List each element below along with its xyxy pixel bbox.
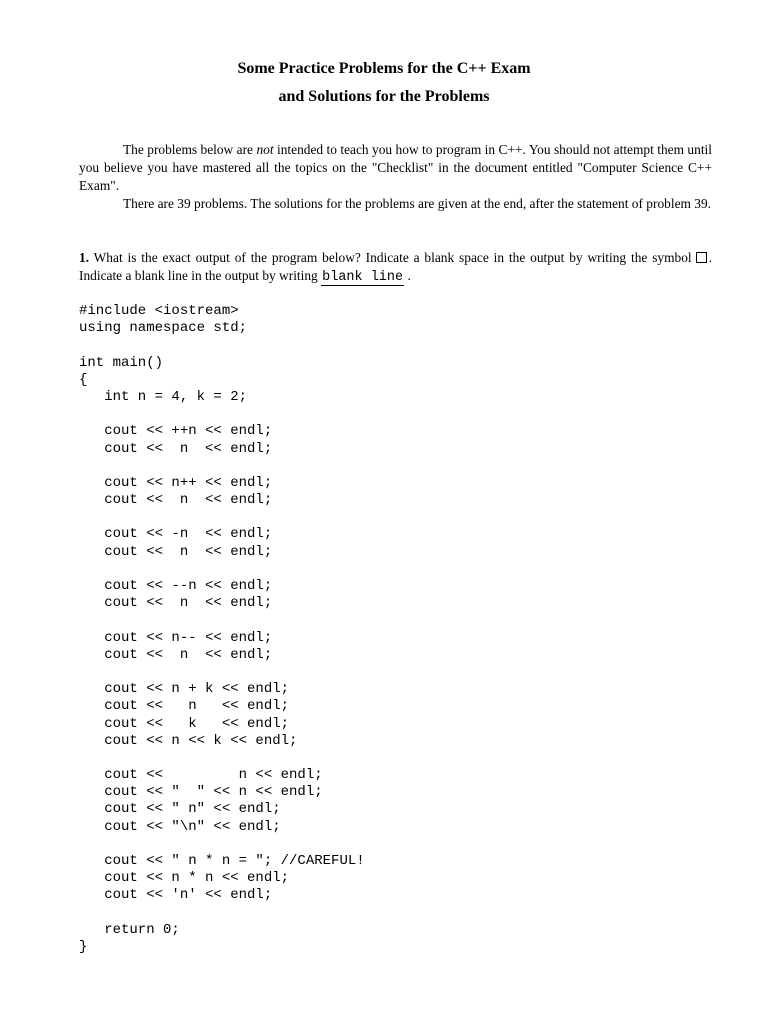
code-listing bbox=[79, 303, 365, 956]
code-line: cout << k << endl; bbox=[79, 715, 290, 732]
problem-text-c: . bbox=[404, 268, 411, 283]
code-line bbox=[79, 406, 365, 423]
code-line: cout << --n << endl; bbox=[79, 578, 273, 594]
problem-1-statement bbox=[79, 249, 712, 287]
code-line: } bbox=[79, 938, 88, 955]
code-line bbox=[79, 458, 365, 475]
code-line: cout << " n * n = "; //CAREFUL! bbox=[79, 853, 365, 869]
code-line: return 0; bbox=[79, 921, 180, 938]
problem-text-b: . Indicate a blank line in the output by writing bbox=[79, 250, 712, 283]
page-title: Some Practice Problems for the C++ Exam bbox=[237, 60, 531, 77]
code-line: cout << n++ << endl; bbox=[79, 474, 273, 491]
intro-paragraph-2: There are 39 problems. The solutions for the problems are given at the end, after the statement of problem 39. bbox=[123, 196, 712, 211]
intro-text-b: intended to teach you how to program in C++. You should not attempt them until you believe you have mastered all the topics on the "Checklist" in the document entitled "Computer Science C++ Exam". bbox=[79, 142, 712, 193]
code-line: cout << n << endl; bbox=[79, 767, 323, 784]
code-line bbox=[79, 664, 365, 681]
code-line: cout << "\n" << endl; bbox=[79, 818, 281, 835]
intro-paragraph-1 bbox=[79, 141, 712, 195]
code-line: cout << n << endl; bbox=[79, 492, 273, 509]
code-line: #include <iostream> bbox=[79, 303, 239, 319]
code-line: cout << " n" << endl; bbox=[79, 801, 281, 818]
blank-line-label: blank line bbox=[322, 270, 404, 285]
code-line: cout << n << k << endl; bbox=[79, 732, 298, 749]
code-line: cout << n-- << endl; bbox=[79, 629, 273, 646]
problem-text-a: What is the exact output of the program below? Indicate a blank space in the output by writing the symbol bbox=[89, 250, 692, 265]
code-line: cout << n << endl; bbox=[79, 698, 290, 715]
code-line: cout << 'n' << endl; bbox=[79, 887, 273, 904]
blank-space-symbol-icon bbox=[696, 252, 707, 263]
intro-text-a: The problems below are bbox=[123, 142, 257, 157]
code-line bbox=[79, 561, 365, 578]
code-line bbox=[79, 509, 365, 526]
code-line: { bbox=[79, 371, 88, 388]
code-line: int main() bbox=[79, 354, 164, 371]
code-line: cout << n << endl; bbox=[79, 646, 273, 663]
code-line: cout << n * n << endl; bbox=[79, 870, 290, 887]
code-line bbox=[79, 836, 365, 853]
code-line: cout << -n << endl; bbox=[79, 526, 273, 543]
code-line bbox=[79, 337, 365, 354]
code-line: cout << n << endl; bbox=[79, 595, 273, 612]
code-line: cout << n << endl; bbox=[79, 543, 273, 560]
code-line bbox=[79, 905, 365, 922]
code-line: cout << ++n << endl; bbox=[79, 423, 273, 440]
intro-emphasis-not: not bbox=[256, 142, 274, 157]
code-line: using namespace std; bbox=[79, 320, 248, 337]
code-line: int n = 4, k = 2; bbox=[79, 388, 248, 405]
code-line bbox=[79, 750, 365, 767]
code-line: cout << n + k << endl; bbox=[79, 681, 290, 698]
code-line: cout << " " << n << endl; bbox=[79, 784, 323, 801]
code-line bbox=[79, 612, 365, 629]
problem-number: 1. bbox=[79, 250, 90, 265]
page-subtitle: and Solutions for the Problems bbox=[278, 88, 490, 105]
code-line: cout << n << endl; bbox=[79, 440, 273, 457]
